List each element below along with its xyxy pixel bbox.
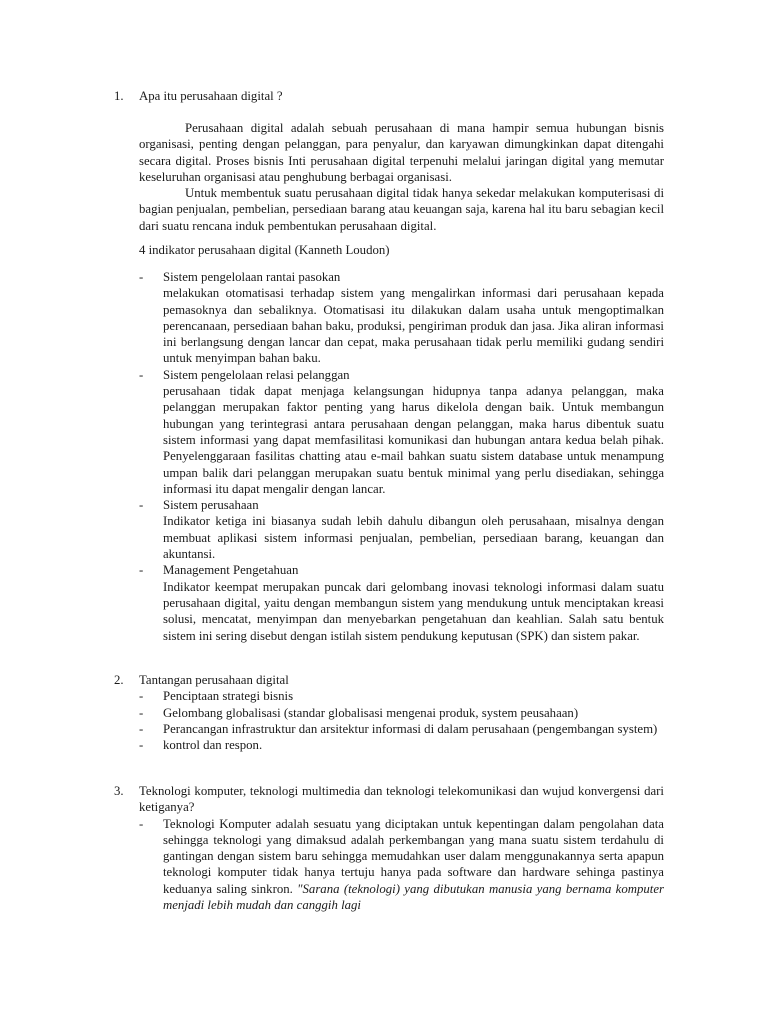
item-text [163, 816, 664, 914]
item-text: Perancangan infrastruktur dan arsitektur informasi di dalam perusahaan (pengembangan system) [163, 721, 658, 736]
item-text: Indikator keempat merupakan puncak dari gelombang inovasi teknologi informasi dalam suatu perusahaan digital, yaitu dengan membangun sistem yang mendukung untuk menciptakan kreasi solusi, mencatat, menyimpan dan menyebarkan pengetahuan dan keahlian. Salah satu bentuk sistem ini sering disebut dengan istilah sistem pendukung keputusan (SPK) dan sistem pakar. [163, 579, 664, 643]
section-number: 1. [114, 89, 124, 103]
bullet-dash: - [139, 498, 144, 513]
list-item [139, 705, 664, 721]
item-quote: "Sarana (teknologi) yang dibutukan manusia yang bernama komputer menjadi lebih mudah dan canggih lagi [163, 881, 664, 913]
bullet-dash: - [139, 367, 144, 382]
bullet-dash: - [139, 721, 144, 736]
item-title: Sistem pengelolaan relasi pelanggan [163, 367, 350, 382]
item-text: kontrol dan respon. [163, 738, 263, 753]
list-item [139, 269, 664, 367]
bullet-dash: - [139, 270, 144, 284]
list-item [139, 816, 664, 914]
list-item [139, 737, 664, 753]
paragraph-formation: Untuk membentuk suatu perusahaan digital tidak hanya sekedar melakukan komputerisasi di bagian penjualan, pembelian, persediaan barang atau keuangan saja, karena hal itu baru sebagian kecil dari suatu rencana induk pembentukan perusahaan digital. [139, 186, 664, 233]
section-title: Teknologi komputer, teknologi multimedia dan teknologi telekomunikasi dan wujud konvergensi dari ketiganya? [139, 784, 664, 815]
list-item [139, 688, 664, 704]
section-title: Apa itu perusahaan digital ? [139, 89, 283, 103]
list-item [139, 721, 664, 737]
item-text: Indikator ketiga ini biasanya sudah lebih dahulu dibangun oleh perusahaan, misalnya dengan membuat aplikasi sistem informasi penjualan, pembelian, persediaan barang, keuangan dan akuntansi. [163, 514, 664, 562]
section-number: 3. [114, 784, 124, 798]
item-title: Sistem pengelolaan rantai pasokan [163, 270, 341, 284]
list-item [139, 497, 664, 562]
paragraph-definition: Perusahaan digital adalah sebuah perusahaan di mana hampir semua hubungan bisnis organisasi, penting dengan pelanggan, para penyalur, dan karyawan dimungkinkan dapat ditengahi secara digital. Proses bisnis Inti perusahaan digital terpenuhi melalui jaringan digital yang memutar keseluruhan organisasi atau penghubung berbagai organisasi. [139, 121, 664, 184]
bullet-dash: - [139, 816, 144, 831]
item-title: Sistem perusahaan [163, 498, 259, 513]
bullet-dash: - [139, 563, 144, 578]
bullet-dash: - [139, 738, 144, 753]
item-title: Management Pengetahuan [163, 563, 299, 578]
item-text: melakukan otomatisasi terhadap sistem yang mengalirkan informasi dari perusahaan kepada pemasoknya dan sebaliknya. Otomatisasi itu dilakukan dalam usaha untuk mengoptimalkan perencanaan, persediaan bahan baku, produksi, pengiriman produk dan jasa. Jika aliran informasi ini berlangsung dengan lancar dan cepat, maka perusahaan tidak perlu memiliki gudang sendiri untuk menyimpan bahan baku. [163, 286, 664, 366]
section-number: 2. [114, 673, 124, 687]
indikator-heading: 4 indikator perusahaan digital (Kanneth Loudon) [139, 243, 390, 257]
list-item [139, 562, 664, 643]
item-text: perusahaan tidak dapat menjaga kelangsungan hidupnya tanpa adanya pelanggan, maka pelanggan merupakan faktor penting yang harus dikelola dengan baik. Untuk membangun hubungan yang terintegrasi antara perusahaan dengan pelanggan, maka harus dibentuk suatu sistem informasi yang dapat memfasilitasi komunikasi dan hubungan antara kedua belah pihak. Penyelenggaraan fasilitas chatting atau e-mail bahkan suatu sistem database untuk menampung umpan balik dari pelanggan merupakan suatu bentuk minimal yang perlu disediakan, sehingga informasi itu dapat mengalir dengan lancar. [163, 384, 664, 496]
section-title: Tantangan perusahaan digital [139, 673, 289, 687]
bullet-dash: - [139, 705, 144, 720]
item-body: Teknologi Komputer adalah sesuatu yang diciptakan untuk kepentingan dalam pengolahan data sehingga teknologi yang dimaksud adalah perkembangan yang mana suatu sistem terdahulu di gantingan dengan sistem baru sehingga memudahkan user dalam menggunakannya serta apapun teknologi komputer tidak hanya tertuju hanya pada software dan hardware sehinga pastinya keduanya saling sinkron. [163, 816, 664, 896]
item-text: Gelombang globalisasi (standar globalisasi mengenai produk, system peusahaan) [163, 705, 579, 720]
item-text: Penciptaan strategi bisnis [163, 689, 294, 704]
list-item [139, 367, 664, 497]
bullet-dash: - [139, 689, 144, 704]
